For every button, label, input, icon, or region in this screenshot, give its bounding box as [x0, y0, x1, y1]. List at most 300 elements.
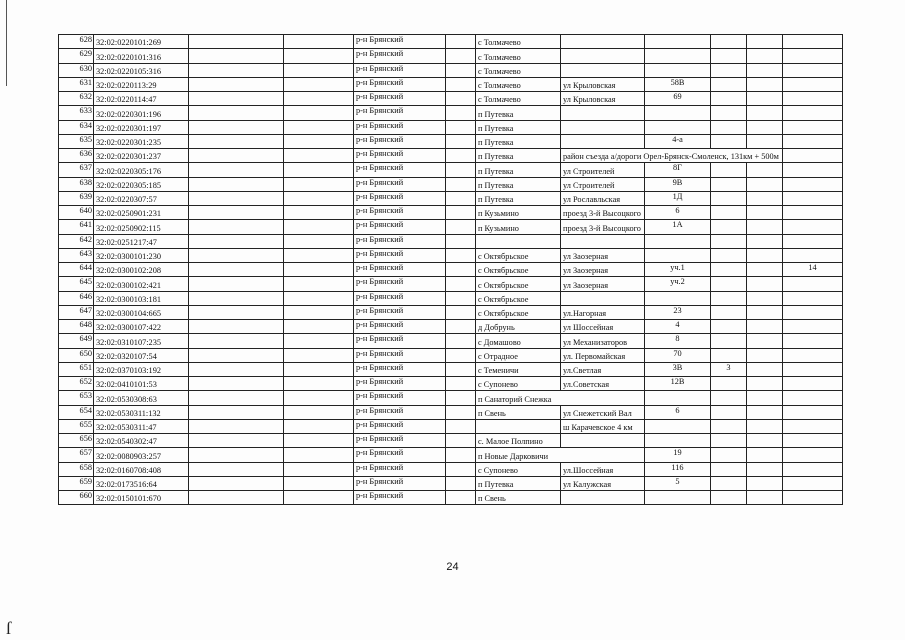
- cell-house-number: 6: [645, 405, 711, 419]
- cell-building-number: [711, 377, 747, 391]
- cell-street: [561, 291, 645, 305]
- cell-row-number: 649: [59, 334, 94, 348]
- scan-edge-line: [6, 0, 7, 86]
- cell-apartment: [783, 305, 843, 319]
- cell-col-3: [189, 291, 284, 305]
- cell-col-6: [446, 334, 476, 348]
- cell-street: проезд 3-й Высоцкого: [561, 206, 645, 220]
- cell-row-number: 648: [59, 320, 94, 334]
- cell-col-4: [284, 491, 354, 505]
- cell-col-4: [284, 134, 354, 148]
- cell-col-3: [189, 434, 284, 448]
- cell-building-number: [711, 92, 747, 106]
- cell-street: [561, 434, 645, 448]
- cell-col-3: [189, 277, 284, 291]
- cell-col-6: [446, 362, 476, 376]
- cell-col-3: [189, 220, 284, 234]
- cell-col-11: [747, 362, 783, 376]
- cell-apartment: [783, 348, 843, 362]
- cell-col-6: [446, 263, 476, 277]
- cell-district: р-н Брянский: [354, 177, 446, 191]
- cell-col-4: [284, 149, 354, 163]
- cell-building-number: [711, 491, 747, 505]
- cell-row-number: 631: [59, 77, 94, 91]
- cell-col-11: [747, 462, 783, 476]
- cell-row-number: 646: [59, 291, 94, 305]
- cell-district: р-н Брянский: [354, 476, 446, 490]
- cell-col-3: [189, 419, 284, 433]
- cell-col-11: [747, 206, 783, 220]
- cell-col-3: [189, 134, 284, 148]
- cell-settlement: с Отрадное: [476, 348, 561, 362]
- cell-col-6: [446, 320, 476, 334]
- cell-col-3: [189, 462, 284, 476]
- cell-district: р-н Брянский: [354, 77, 446, 91]
- table-row: [59, 491, 843, 505]
- cell-street: ул. Первомайская: [561, 348, 645, 362]
- cell-col-6: [446, 391, 476, 405]
- cell-street: ул Крыловская: [561, 92, 645, 106]
- cell-apartment: [783, 92, 843, 106]
- cell-cadastral-number: 32:02:0250902:115: [94, 220, 189, 234]
- cell-col-3: [189, 391, 284, 405]
- cell-col-3: [189, 149, 284, 163]
- table-row: [59, 49, 843, 63]
- table-row: [59, 320, 843, 334]
- cell-row-number: 647: [59, 305, 94, 319]
- cell-col-4: [284, 106, 354, 120]
- cell-apartment: [783, 334, 843, 348]
- cell-cadastral-number: 32:02:0410101:53: [94, 377, 189, 391]
- cell-col-6: [446, 419, 476, 433]
- cell-street: [561, 35, 645, 49]
- cell-col-11: [747, 377, 783, 391]
- cell-apartment: [783, 491, 843, 505]
- table-row: [59, 305, 843, 319]
- cell-settlement: п Путевка: [476, 134, 561, 148]
- cell-cadastral-number: 32:02:0160708:408: [94, 462, 189, 476]
- cell-house-number: [645, 63, 711, 77]
- cell-col-4: [284, 291, 354, 305]
- cell-house-number: 4: [645, 320, 711, 334]
- cell-row-number: 644: [59, 263, 94, 277]
- cell-col-4: [284, 63, 354, 77]
- cell-row-number: 645: [59, 277, 94, 291]
- cell-col-11: [747, 35, 783, 49]
- cell-col-6: [446, 92, 476, 106]
- cell-building-number: [711, 248, 747, 262]
- cell-cadastral-number: 32:02:0220305:185: [94, 177, 189, 191]
- cell-col-11: [747, 405, 783, 419]
- cell-district: р-н Брянский: [354, 377, 446, 391]
- cell-apartment: [783, 291, 843, 305]
- cell-building-number: [711, 405, 747, 419]
- cell-apartment: [783, 77, 843, 91]
- table-row: [59, 448, 843, 462]
- cell-settlement: п Кузьмино: [476, 206, 561, 220]
- cell-street: ул Механизаторов: [561, 334, 645, 348]
- registry-table: [58, 34, 843, 505]
- cell-row-number: 643: [59, 248, 94, 262]
- cell-street: проезд 3-й Высоцкого: [561, 220, 645, 234]
- cell-house-number: уч.1: [645, 263, 711, 277]
- cell-col-11: [747, 334, 783, 348]
- cell-col-3: [189, 106, 284, 120]
- cell-apartment: [783, 419, 843, 433]
- cell-col-11: [747, 177, 783, 191]
- table-row: [59, 334, 843, 348]
- cell-cadastral-number: 32:02:0300101:230: [94, 248, 189, 262]
- cell-settlement: с Октябрьское: [476, 263, 561, 277]
- cell-apartment: [783, 49, 843, 63]
- cell-col-6: [446, 248, 476, 262]
- cell-settlement: с Домашово: [476, 334, 561, 348]
- cell-house-number: 8Г: [645, 163, 711, 177]
- cell-building-number: [711, 448, 747, 462]
- cell-house-number: [645, 234, 711, 248]
- cell-col-11: [747, 77, 783, 91]
- cell-col-6: [446, 120, 476, 134]
- cell-house-number: 1Д: [645, 191, 711, 205]
- cell-street: [561, 63, 645, 77]
- cell-col-6: [446, 448, 476, 462]
- cell-col-3: [189, 263, 284, 277]
- table-row: [59, 120, 843, 134]
- cell-row-number: 654: [59, 405, 94, 419]
- cell-building-number: [711, 106, 747, 120]
- cell-cadastral-number: 32:02:0220301:237: [94, 149, 189, 163]
- cell-col-3: [189, 348, 284, 362]
- cell-house-number: [645, 391, 711, 405]
- cell-row-number: 628: [59, 35, 94, 49]
- cell-house-number: 12В: [645, 377, 711, 391]
- cell-col-4: [284, 334, 354, 348]
- cell-settlement: [476, 234, 561, 248]
- cell-house-number: [645, 491, 711, 505]
- cell-building-number: [711, 177, 747, 191]
- cell-cadastral-number: 32:02:0220101:316: [94, 49, 189, 63]
- cell-house-number: [645, 120, 711, 134]
- cell-col-6: [446, 149, 476, 163]
- table-row: [59, 35, 843, 49]
- cell-col-6: [446, 49, 476, 63]
- cell-col-11: [747, 248, 783, 262]
- cell-col-4: [284, 305, 354, 319]
- cell-street: [561, 491, 645, 505]
- cell-col-3: [189, 305, 284, 319]
- cell-house-number: 1А: [645, 220, 711, 234]
- cell-street: ул Заозерная: [561, 248, 645, 262]
- cell-col-4: [284, 191, 354, 205]
- cell-col-11: [747, 491, 783, 505]
- cell-district: р-н Брянский: [354, 49, 446, 63]
- cell-house-number: 70: [645, 348, 711, 362]
- cell-cadastral-number: 32:02:0220301:235: [94, 134, 189, 148]
- cell-settlement: с Толмачево: [476, 35, 561, 49]
- cell-cadastral-number: 32:02:0540302:47: [94, 434, 189, 448]
- cell-street: ул Строителей: [561, 177, 645, 191]
- cell-district: р-н Брянский: [354, 35, 446, 49]
- cell-district: р-н Брянский: [354, 334, 446, 348]
- cell-col-3: [189, 248, 284, 262]
- cell-row-number: 639: [59, 191, 94, 205]
- cell-cadastral-number: 32:02:0220113:29: [94, 77, 189, 91]
- cell-row-number: 635: [59, 134, 94, 148]
- cell-building-number: [711, 77, 747, 91]
- cell-col-11: [747, 391, 783, 405]
- cell-settlement: с Толмачево: [476, 63, 561, 77]
- cell-house-number: 116: [645, 462, 711, 476]
- cell-cadastral-number: 32:02:0530311:132: [94, 405, 189, 419]
- cell-row-number: 642: [59, 234, 94, 248]
- cell-building-number: 3: [711, 362, 747, 376]
- cell-col-3: [189, 206, 284, 220]
- cell-col-6: [446, 220, 476, 234]
- cell-apartment: [783, 63, 843, 77]
- cell-street: ул Калужская: [561, 476, 645, 490]
- cell-apartment: [783, 405, 843, 419]
- cell-col-4: [284, 405, 354, 419]
- cell-col-4: [284, 234, 354, 248]
- cell-row-number: 638: [59, 177, 94, 191]
- cell-settlement: с Теменичи: [476, 362, 561, 376]
- cell-col-11: [747, 348, 783, 362]
- cell-district: р-н Брянский: [354, 277, 446, 291]
- cell-building-number: [711, 234, 747, 248]
- cell-col-4: [284, 320, 354, 334]
- cell-apartment: [783, 434, 843, 448]
- cell-building-number: [711, 220, 747, 234]
- cell-apartment: [783, 362, 843, 376]
- cell-building-number: [711, 277, 747, 291]
- cell-house-number: [645, 106, 711, 120]
- cell-col-6: [446, 77, 476, 91]
- cell-district: р-н Брянский: [354, 206, 446, 220]
- cell-cadastral-number: 32:02:0173516:64: [94, 476, 189, 490]
- cell-col-3: [189, 92, 284, 106]
- cell-col-11: [747, 476, 783, 490]
- cell-row-number: 660: [59, 491, 94, 505]
- table-row: [59, 462, 843, 476]
- cell-col-11: [747, 163, 783, 177]
- cell-col-3: [189, 49, 284, 63]
- cell-col-6: [446, 405, 476, 419]
- cell-district: р-н Брянский: [354, 305, 446, 319]
- cell-col-6: [446, 163, 476, 177]
- cell-settlement: с. Малое Полпино: [476, 434, 561, 448]
- cell-house-number: 8: [645, 334, 711, 348]
- cell-col-11: [747, 234, 783, 248]
- cell-row-number: 641: [59, 220, 94, 234]
- cell-house-number: 23: [645, 305, 711, 319]
- cell-cadastral-number: 32:02:0530311:47: [94, 419, 189, 433]
- cell-col-4: [284, 163, 354, 177]
- cell-building-number: [711, 263, 747, 277]
- cell-row-number: 652: [59, 377, 94, 391]
- cell-building-number: [711, 391, 747, 405]
- cell-settlement: п Путевка: [476, 149, 561, 163]
- cell-cadastral-number: 32:02:0220301:197: [94, 120, 189, 134]
- cell-col-11: [747, 134, 783, 148]
- cell-row-number: 653: [59, 391, 94, 405]
- cell-street: ул Заозерная: [561, 277, 645, 291]
- cell-district: р-н Брянский: [354, 92, 446, 106]
- cell-col-4: [284, 434, 354, 448]
- cell-col-11: [747, 419, 783, 433]
- cell-district: р-н Брянский: [354, 291, 446, 305]
- cell-house-number: уч.2: [645, 277, 711, 291]
- table-row: [59, 92, 843, 106]
- cell-house-number: 19: [645, 448, 711, 462]
- cell-district: р-н Брянский: [354, 391, 446, 405]
- scan-mark: ſ: [6, 618, 12, 638]
- cell-col-4: [284, 248, 354, 262]
- table-row: [59, 419, 843, 433]
- table-row: [59, 234, 843, 248]
- cell-settlement: д Добрунь: [476, 320, 561, 334]
- cell-district: р-н Брянский: [354, 120, 446, 134]
- cell-cadastral-number: 32:02:0300104:665: [94, 305, 189, 319]
- cell-col-4: [284, 220, 354, 234]
- cell-col-6: [446, 234, 476, 248]
- cell-row-number: 650: [59, 348, 94, 362]
- cell-col-3: [189, 63, 284, 77]
- cell-building-number: [711, 191, 747, 205]
- cell-building-number: [711, 348, 747, 362]
- cell-district: р-н Брянский: [354, 348, 446, 362]
- cell-col-4: [284, 277, 354, 291]
- cell-street: ш Карачевское 4 км: [561, 419, 645, 433]
- cell-apartment: [783, 163, 843, 177]
- cell-col-4: [284, 263, 354, 277]
- cell-cadastral-number: 32:02:0320107:54: [94, 348, 189, 362]
- cell-col-4: [284, 419, 354, 433]
- table-row: [59, 476, 843, 490]
- cell-cadastral-number: 32:02:0370103:192: [94, 362, 189, 376]
- cell-row-number: 629: [59, 49, 94, 63]
- cell-col-6: [446, 291, 476, 305]
- cell-settlement: с Октябрьское: [476, 305, 561, 319]
- cell-house-number: 9В: [645, 177, 711, 191]
- cell-col-4: [284, 348, 354, 362]
- cell-house-number: 4-а: [645, 134, 711, 148]
- cell-row-number: 630: [59, 63, 94, 77]
- cell-district: р-н Брянский: [354, 362, 446, 376]
- cell-cadastral-number: 32:02:0300102:421: [94, 277, 189, 291]
- cell-settlement: с Толмачево: [476, 92, 561, 106]
- cell-col-3: [189, 491, 284, 505]
- cell-house-number: [645, 248, 711, 262]
- cell-street: ул Снежетский Вал: [561, 405, 645, 419]
- cell-col-3: [189, 377, 284, 391]
- cell-building-number: [711, 476, 747, 490]
- cell-street: ул.Нагорная: [561, 305, 645, 319]
- cell-district: р-н Брянский: [354, 419, 446, 433]
- cell-col-11: [747, 320, 783, 334]
- cell-apartment: [783, 35, 843, 49]
- cell-apartment: [783, 248, 843, 262]
- cell-house-number: 3В: [645, 362, 711, 376]
- cell-col-3: [189, 448, 284, 462]
- cell-col-11: [747, 49, 783, 63]
- cell-settlement: с Октябрьское: [476, 291, 561, 305]
- cell-street: ул Крыловская: [561, 77, 645, 91]
- cell-row-number: 651: [59, 362, 94, 376]
- cell-settlement: с Супонево: [476, 377, 561, 391]
- cell-apartment: [783, 234, 843, 248]
- cell-col-6: [446, 177, 476, 191]
- cell-cadastral-number: 32:02:0220307:57: [94, 191, 189, 205]
- cell-district: р-н Брянский: [354, 405, 446, 419]
- cell-house-number: 5: [645, 476, 711, 490]
- cell-settlement: с Октябрьское: [476, 248, 561, 262]
- cell-cadastral-number: 32:02:0080903:257: [94, 448, 189, 462]
- cell-apartment: [783, 391, 843, 405]
- table-row: [59, 277, 843, 291]
- cell-col-4: [284, 206, 354, 220]
- cell-col-3: [189, 77, 284, 91]
- cell-col-4: [284, 476, 354, 490]
- cell-district: р-н Брянский: [354, 191, 446, 205]
- cell-settlement: п Путевка: [476, 177, 561, 191]
- cell-col-4: [284, 462, 354, 476]
- cell-building-number: [711, 49, 747, 63]
- cell-apartment: [783, 206, 843, 220]
- cell-col-6: [446, 305, 476, 319]
- cell-col-11: [747, 106, 783, 120]
- cell-col-3: [189, 405, 284, 419]
- cell-street: [561, 49, 645, 63]
- cell-settlement: п Путевка: [476, 191, 561, 205]
- cell-col-11: [747, 220, 783, 234]
- table-row: [59, 391, 843, 405]
- cell-col-11: [747, 277, 783, 291]
- cell-row-number: 659: [59, 476, 94, 490]
- cell-col-4: [284, 377, 354, 391]
- cell-apartment: [783, 177, 843, 191]
- cell-apartment: [783, 220, 843, 234]
- cell-col-4: [284, 362, 354, 376]
- cell-settlement: п Новые Дарковичи: [476, 448, 645, 462]
- cell-row-number: 658: [59, 462, 94, 476]
- cell-building-number: [711, 305, 747, 319]
- cell-building-number: [711, 320, 747, 334]
- cell-row-number: 636: [59, 149, 94, 163]
- cell-district: р-н Брянский: [354, 462, 446, 476]
- cell-building-number: [711, 206, 747, 220]
- cell-district: р-н Брянский: [354, 220, 446, 234]
- cell-house-number: [645, 434, 711, 448]
- cell-col-6: [446, 63, 476, 77]
- cell-apartment: [783, 476, 843, 490]
- cell-col-3: [189, 234, 284, 248]
- cell-col-4: [284, 120, 354, 134]
- cell-house-number: [645, 35, 711, 49]
- cell-district: р-н Брянский: [354, 320, 446, 334]
- cell-col-4: [284, 92, 354, 106]
- cell-settlement: п Санаторий Снежка: [476, 391, 645, 405]
- cell-building-number: [711, 63, 747, 77]
- table-row: [59, 220, 843, 234]
- cell-street: ул.Советская: [561, 377, 645, 391]
- cell-col-11: [747, 305, 783, 319]
- cell-building-number: [711, 134, 747, 148]
- cell-cadastral-number: 32:02:0220114:47: [94, 92, 189, 106]
- cell-settlement: п Свень: [476, 491, 561, 505]
- cell-col-4: [284, 448, 354, 462]
- cell-street: [561, 134, 645, 148]
- cell-col-11: [747, 191, 783, 205]
